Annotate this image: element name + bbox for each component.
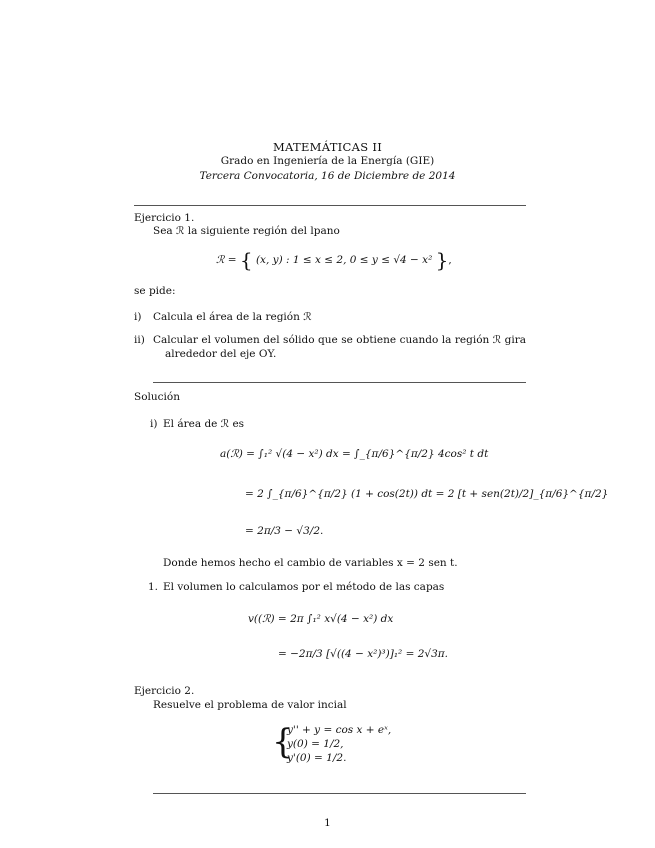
change-of-variables-note: Donde hemos hecho el cambio de variables x = 2 sen t.	[163, 557, 458, 569]
initial-condition-1: y(0) = 1/2,	[287, 738, 344, 750]
page-number: 1	[324, 817, 331, 829]
exercise-2-heading: Ejercicio 2.	[134, 685, 195, 697]
header-divider	[134, 205, 526, 206]
solution-divider	[153, 382, 526, 383]
left-brace-icon: {	[239, 248, 253, 272]
item-2-line-2: alrededor del eje OY.	[165, 348, 277, 360]
ode-equation: y'' + y = cos x + eˣ,	[287, 724, 392, 736]
region-definition: ℛ = { (x, y) : 1 ≤ x ≤ 2, 0 ≤ y ≤ √4 − x² },	[216, 248, 452, 272]
solution-heading: Solución	[134, 391, 180, 403]
item-2-line-1: Calcular el volumen del sólido que se obtiene cuando la región ℛ gira	[153, 334, 526, 346]
part-1-text: El área de ℛ es	[163, 418, 245, 430]
part-2-text: El volumen lo calculamos por el método de las capas	[163, 581, 445, 593]
exercise-2-intro: Resuelve el problema de valor incial	[153, 699, 347, 711]
part-1-label: i)	[150, 418, 158, 430]
item-1-text: Calcula el área de la región ℛ	[153, 311, 312, 323]
exam-date: Tercera Convocatoria, 16 de Diciembre de 2014	[199, 170, 456, 182]
system-brace-icon: {	[272, 722, 294, 762]
initial-condition-2: y'(0) = 1/2.	[287, 752, 347, 764]
se-pide: se pide:	[134, 285, 176, 297]
item-1-label: i)	[134, 311, 142, 323]
region-set: (x, y) : 1 ≤ x ≤ 2, 0 ≤ y ≤ √4 − x²	[255, 254, 433, 266]
right-brace-icon: }	[435, 248, 449, 272]
item-2-label: ii)	[134, 334, 145, 346]
volume-line-2: = −2π/3 [√((4 − x²)³)]₁² = 2√3π.	[278, 648, 449, 660]
volume-line-1: v((ℛ) = 2π ∫₁² x√(4 − x²) dx	[248, 613, 394, 625]
course-subtitle: Grado en Ingeniería de la Energía (GIE)	[220, 155, 435, 167]
part-2-label: 1.	[148, 581, 159, 593]
exercise-1-intro: Sea ℛ la siguiente región del lpano	[153, 225, 340, 237]
area-line-3: = 2π/3 − √3/2.	[245, 525, 324, 537]
area-line-1: a(ℛ) = ∫₁² √(4 − x²) dx = ∫_{π/6}^{π/2} 4cos² t dt	[220, 448, 489, 460]
area-line-2: = 2 ∫_{π/6}^{π/2} (1 + cos(2t)) dt = 2 [t + sen(2t)/2]_{π/6}^{π/2}	[245, 488, 609, 500]
footer-divider	[153, 793, 526, 794]
page-title: MATEMÁTICAS II	[272, 140, 383, 154]
exercise-1-heading: Ejercicio 1.	[134, 212, 195, 224]
region-lhs: ℛ =	[216, 254, 237, 266]
